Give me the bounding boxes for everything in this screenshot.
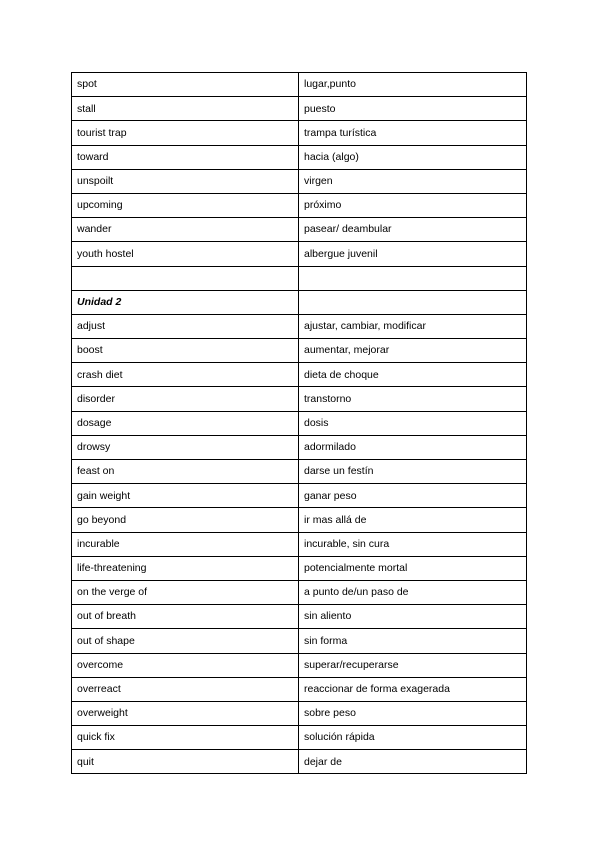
vocabulary-table-body xyxy=(72,73,527,774)
table-row xyxy=(72,193,527,217)
english-term-cell: go beyond xyxy=(72,508,299,532)
spanish-translation-cell: próximo xyxy=(299,193,527,217)
table-row xyxy=(72,460,527,484)
section-heading-row xyxy=(72,290,527,314)
table-row xyxy=(72,387,527,411)
table-row xyxy=(72,653,527,677)
spanish-translation-cell xyxy=(299,290,527,314)
spanish-translation-cell: lugar,punto xyxy=(299,73,527,97)
spanish-translation-cell: darse un festín xyxy=(299,460,527,484)
table-row xyxy=(72,314,527,338)
english-term-cell: overreact xyxy=(72,677,299,701)
english-term-cell: adjust xyxy=(72,314,299,338)
english-term-cell: stall xyxy=(72,97,299,121)
english-term-cell: life-threatening xyxy=(72,556,299,580)
spanish-translation-cell: incurable, sin cura xyxy=(299,532,527,556)
table-row xyxy=(72,701,527,725)
english-term-cell: gain weight xyxy=(72,484,299,508)
table-row xyxy=(72,750,527,774)
table-row xyxy=(72,726,527,750)
english-term-cell: wander xyxy=(72,218,299,242)
spanish-translation-cell: trampa turística xyxy=(299,121,527,145)
english-term-cell: unspoilt xyxy=(72,169,299,193)
table-row xyxy=(72,242,527,266)
spanish-translation-cell: a punto de/un paso de xyxy=(299,580,527,604)
english-term-cell: out of shape xyxy=(72,629,299,653)
english-term-cell: disorder xyxy=(72,387,299,411)
spanish-translation-cell: dieta de choque xyxy=(299,363,527,387)
table-row xyxy=(72,121,527,145)
spanish-translation-cell xyxy=(299,266,527,290)
table-row xyxy=(72,97,527,121)
spanish-translation-cell: sin forma xyxy=(299,629,527,653)
english-term-cell: feast on xyxy=(72,460,299,484)
spanish-translation-cell: ir mas allá de xyxy=(299,508,527,532)
table-row xyxy=(72,411,527,435)
table-row xyxy=(72,145,527,169)
spanish-translation-cell: dosis xyxy=(299,411,527,435)
table-row xyxy=(72,218,527,242)
table-row xyxy=(72,605,527,629)
section-heading: Unidad 2 xyxy=(72,290,299,314)
english-term-cell: spot xyxy=(72,73,299,97)
spanish-translation-cell: reaccionar de forma exagerada xyxy=(299,677,527,701)
vocabulary-table xyxy=(71,72,527,774)
table-row xyxy=(72,629,527,653)
table-row xyxy=(72,484,527,508)
table-row xyxy=(72,363,527,387)
english-term-cell: boost xyxy=(72,339,299,363)
spanish-translation-cell: hacia (algo) xyxy=(299,145,527,169)
table-row xyxy=(72,580,527,604)
spanish-translation-cell: puesto xyxy=(299,97,527,121)
english-term-cell: crash diet xyxy=(72,363,299,387)
table-row xyxy=(72,556,527,580)
english-term-cell: incurable xyxy=(72,532,299,556)
spanish-translation-cell: sin aliento xyxy=(299,605,527,629)
spanish-translation-cell: albergue juvenil xyxy=(299,242,527,266)
english-term-cell: drowsy xyxy=(72,435,299,459)
english-term-cell: quick fix xyxy=(72,726,299,750)
spanish-translation-cell: sobre peso xyxy=(299,701,527,725)
english-term-cell: quit xyxy=(72,750,299,774)
english-term-cell xyxy=(72,266,299,290)
spanish-translation-cell: ajustar, cambiar, modificar xyxy=(299,314,527,338)
english-term-cell: overweight xyxy=(72,701,299,725)
table-row xyxy=(72,266,527,290)
spanish-translation-cell: transtorno xyxy=(299,387,527,411)
english-term-cell: on the verge of xyxy=(72,580,299,604)
spanish-translation-cell: potencialmente mortal xyxy=(299,556,527,580)
table-row xyxy=(72,508,527,532)
spanish-translation-cell: pasear/ deambular xyxy=(299,218,527,242)
english-term-cell: out of breath xyxy=(72,605,299,629)
english-term-cell: dosage xyxy=(72,411,299,435)
english-term-cell: overcome xyxy=(72,653,299,677)
spanish-translation-cell: virgen xyxy=(299,169,527,193)
spanish-translation-cell: aumentar, mejorar xyxy=(299,339,527,363)
spanish-translation-cell: superar/recuperarse xyxy=(299,653,527,677)
english-term-cell: toward xyxy=(72,145,299,169)
table-row xyxy=(72,169,527,193)
spanish-translation-cell: ganar peso xyxy=(299,484,527,508)
spanish-translation-cell: adormilado xyxy=(299,435,527,459)
spanish-translation-cell: dejar de xyxy=(299,750,527,774)
english-term-cell: youth hostel xyxy=(72,242,299,266)
english-term-cell: upcoming xyxy=(72,193,299,217)
spanish-translation-cell: solución rápida xyxy=(299,726,527,750)
table-row xyxy=(72,339,527,363)
table-row xyxy=(72,73,527,97)
table-row xyxy=(72,435,527,459)
table-row xyxy=(72,677,527,701)
table-row xyxy=(72,532,527,556)
english-term-cell: tourist trap xyxy=(72,121,299,145)
